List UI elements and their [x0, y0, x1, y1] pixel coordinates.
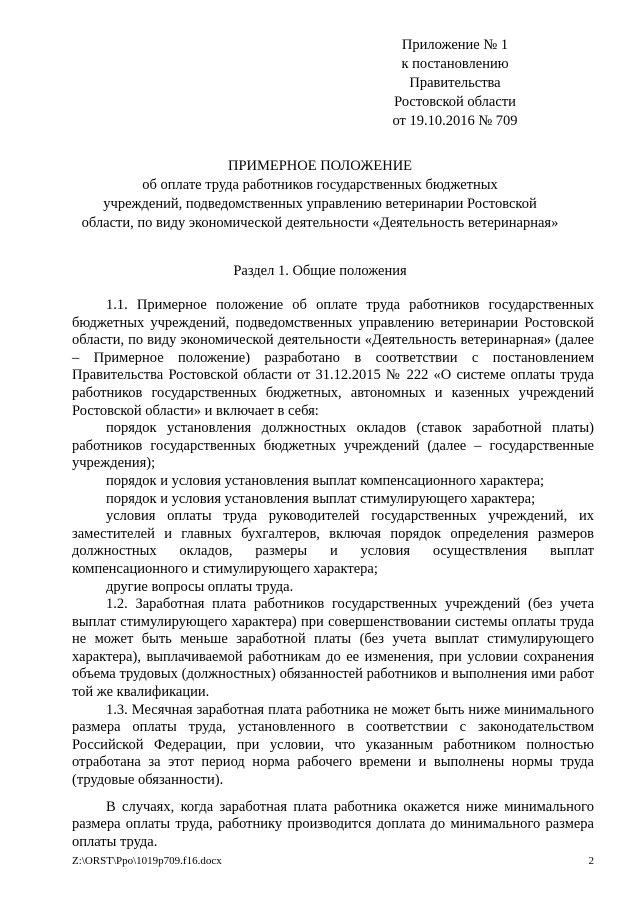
title-line: области, по виду экономической деятельности «Деятельность ветеринарная» — [81, 215, 559, 231]
annex-line: от 19.10.2016 № 709 — [392, 113, 518, 129]
annex-line: Приложение № 1 — [401, 37, 509, 53]
paragraph: условия оплаты труда руководителей государственных учреждений, их заместителей и главных бухгалтеров, включая порядок определения размеров должностных окладов, размеры и условия осуществления выплат компенсационного и стимулирующего характера; — [72, 508, 594, 577]
annex-line: Правительства — [409, 75, 501, 91]
paragraph: 1.2. Заработная плата работников государственных учреждений (без учета выплат стимулирующего характера) при совершенствовании системы оплаты труда не может быть меньше заработной платы (без учета выплат стимулирующего характера), выплачиваемой работникам до ее изменения, при условии сохранения объема трудовых (должностных) обязанностей работников и выполнения ими работ той же квалификации. — [72, 596, 594, 701]
annex-line: к постановлению — [401, 56, 509, 72]
section-heading: Раздел 1. Общие положения — [233, 263, 407, 279]
document-body — [72, 297, 594, 851]
title-line: об оплате труда работников государственных бюджетных — [142, 177, 498, 193]
title-heading: ПРИМЕРНОЕ ПОЛОЖЕНИЕ — [227, 158, 413, 174]
paragraph: порядок и условия установления выплат стимулирующего характера; — [106, 490, 536, 507]
document-title — [60, 157, 580, 233]
page-number: 2 — [588, 855, 594, 867]
page-footer — [72, 855, 594, 867]
annex-block — [345, 36, 565, 131]
title-line: учреждений, подведомственных управлению ветеринарии Ростовской — [103, 196, 537, 212]
paragraph: 1.3. Месячная заработная плата работника не может быть ниже минимального размера оплаты труда, установленного в соответствии с законодательством Российской Федерации, при условии, что указанным работником полностью отработана за этот период норма рабочего времени и выполнены нормы труда (трудовые обязанности). — [72, 701, 594, 789]
paragraph: В случаях, когда заработная плата работника окажется ниже минимального размера оплаты труда, работнику производится доплата до минимального размера оплаты труда. — [72, 798, 594, 850]
paragraph: порядок установления должностных окладов (ставок заработной платы) работников государственных бюджетных учреждений (далее – государственные учреждения); — [72, 420, 594, 472]
paragraph: другие вопросы оплаты труда. — [106, 578, 294, 595]
paragraph: 1.1. Примерное положение об оплате труда работников государственных бюджетных учреждений, подведомственных управлению ветеринарии Ростовской области, по виду экономической деятельности «Деятельность ветеринарная» (далее – Примерное положение) разработано в соответствии с постановлением Правительства Ростовской области от 31.12.2015 № 222 «О системе оплаты труда работников государственных бюджетных, автономных и казенных учреждений Ростовской области» и включает в себя: — [72, 297, 594, 419]
annex-line: Ростовской области — [394, 94, 516, 110]
file-path: Z:\ORST\Ppo\1019p709.f16.docx — [72, 855, 222, 867]
paragraph: порядок и условия установления выплат компенсационного характера; — [106, 472, 545, 489]
